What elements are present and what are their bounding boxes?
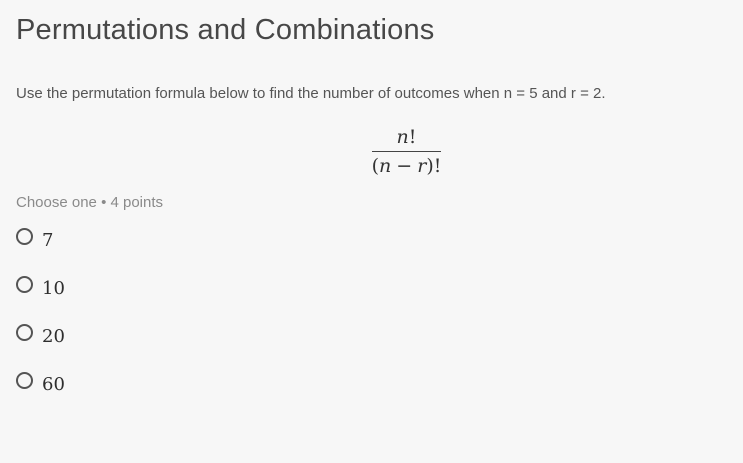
- answer-option-1[interactable]: [16, 227, 727, 251]
- option-label: 60: [42, 374, 65, 395]
- option-label: 7: [42, 230, 54, 251]
- formula-denominator: [372, 152, 442, 178]
- permutation-formula: [372, 125, 442, 178]
- formula-minus-sign: −: [396, 155, 413, 177]
- answer-option-4[interactable]: [16, 371, 727, 395]
- option-label: 20: [42, 326, 65, 347]
- quiz-page: [0, 12, 743, 395]
- formula-var-n2: n: [379, 155, 392, 177]
- radio-button-icon[interactable]: [16, 276, 33, 293]
- formula-paren-open: (: [371, 155, 380, 177]
- formula-container: [16, 125, 727, 178]
- formula-numerator: [372, 125, 442, 152]
- formula-factorial: !: [408, 126, 417, 148]
- answer-options: [16, 227, 727, 395]
- answer-option-3[interactable]: [16, 323, 727, 347]
- formula-paren-close-factorial: )!: [426, 155, 442, 177]
- page-title: Permutations and Combinations: [16, 14, 435, 46]
- radio-button-icon[interactable]: [16, 372, 33, 389]
- formula-var-r: r: [417, 155, 427, 177]
- radio-button-icon[interactable]: [16, 228, 33, 245]
- answer-option-2[interactable]: [16, 275, 727, 299]
- formula-var-n: n: [396, 126, 409, 148]
- option-label: 10: [42, 278, 65, 299]
- question-meta: Choose one • 4 points: [16, 194, 164, 211]
- question-prompt: Use the permutation formula below to find the number of outcomes when n = 5 and r = 2.: [16, 85, 606, 102]
- radio-button-icon[interactable]: [16, 324, 33, 341]
